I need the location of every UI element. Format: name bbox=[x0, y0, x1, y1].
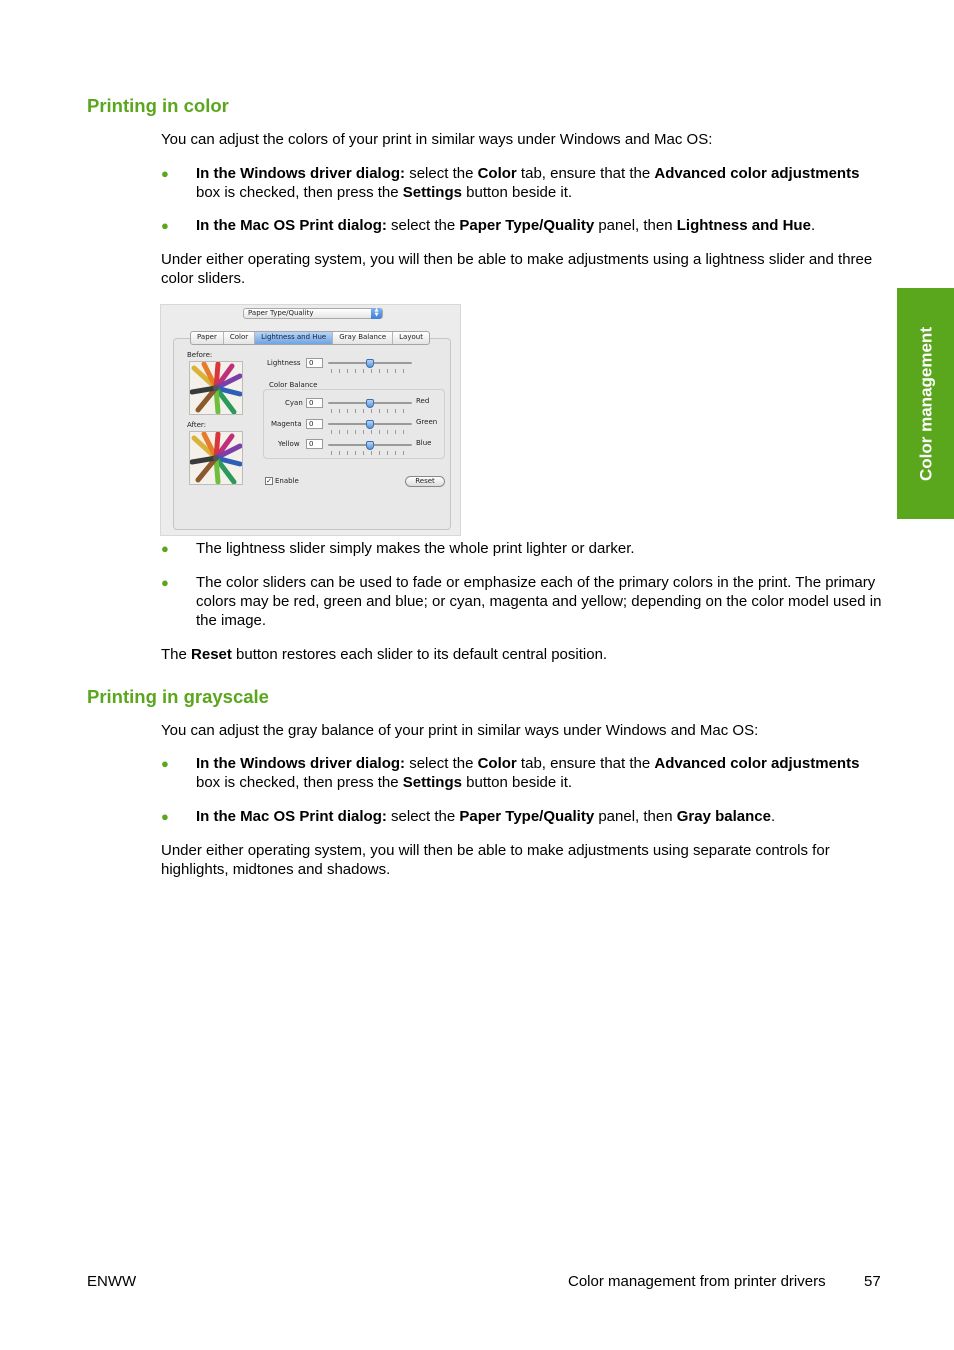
yellow-input[interactable]: 0 bbox=[306, 439, 323, 449]
checkmark-icon: ✓ bbox=[266, 477, 272, 485]
after-label: After: bbox=[187, 421, 207, 429]
before-label: Before: bbox=[187, 351, 213, 359]
magenta-slider-knob[interactable] bbox=[366, 420, 374, 429]
bullet-dot-icon: ● bbox=[161, 809, 169, 824]
after-paragraph-color: Under either operating system, you will then be able to make adjustments using a lightness slider and three color sliders. bbox=[161, 251, 873, 287]
chapter-tab-label: Color management bbox=[916, 326, 935, 481]
green-end-label: Green bbox=[416, 418, 438, 426]
bullet-dot-icon: ● bbox=[161, 541, 169, 556]
yellow-label: Yellow bbox=[278, 440, 300, 448]
cyan-label: Cyan bbox=[285, 399, 303, 407]
intro-paragraph-color: You can adjust the colors of your print in similar ways under Windows and Mac OS: bbox=[161, 131, 713, 148]
tab-gray-balance[interactable]: Gray Balance bbox=[333, 332, 393, 344]
blue-end-label: Blue bbox=[416, 439, 432, 447]
slider-ticks bbox=[331, 451, 411, 455]
lightness-label: Lightness bbox=[267, 359, 301, 367]
enable-label: Enable bbox=[275, 477, 299, 485]
section-heading-grayscale: Printing in grayscale bbox=[87, 686, 269, 707]
lightness-hue-dialog-screenshot bbox=[160, 304, 461, 536]
footer-left: ENWW bbox=[87, 1273, 137, 1290]
panel-select[interactable]: Paper Type/Quality ▲ ▼ bbox=[243, 308, 383, 319]
bullet-dot-icon: ● bbox=[161, 218, 169, 233]
yellow-slider-knob[interactable] bbox=[366, 441, 374, 450]
after-paragraph-grayscale: Under either operating system, you will then be able to make adjustments using separate controls for highlights, midtones and shadows. bbox=[161, 842, 830, 878]
before-preview-image bbox=[189, 361, 243, 415]
bullet-dot-icon: ● bbox=[161, 166, 169, 181]
tab-lightness-and-hue[interactable]: Lightness and Hue bbox=[255, 332, 333, 344]
footer-title: Color management from printer drivers bbox=[568, 1273, 826, 1290]
bullet-dot-icon: ● bbox=[161, 756, 169, 771]
tab-color[interactable]: Color bbox=[224, 332, 255, 344]
lightness-input[interactable]: 0 bbox=[306, 358, 323, 368]
slider-ticks bbox=[331, 369, 411, 373]
dialog-tabs bbox=[190, 331, 430, 345]
stepper-arrows-icon: ▲ ▼ bbox=[371, 308, 382, 319]
cyan-slider-knob[interactable] bbox=[366, 399, 374, 408]
pencils-image-icon bbox=[190, 432, 242, 484]
pencils-image-icon bbox=[190, 362, 242, 414]
lightness-slider-knob[interactable] bbox=[366, 359, 374, 368]
slider-ticks bbox=[331, 430, 411, 434]
tab-layout[interactable]: Layout bbox=[399, 333, 423, 341]
color-balance-label: Color Balance bbox=[269, 381, 318, 389]
section-heading-color: Printing in color bbox=[87, 95, 229, 116]
bullet-dot-icon: ● bbox=[161, 575, 169, 590]
tab-paper[interactable]: Paper bbox=[191, 332, 224, 344]
chapter-side-tab bbox=[897, 288, 954, 519]
magenta-input[interactable]: 0 bbox=[306, 419, 323, 429]
cyan-input[interactable]: 0 bbox=[306, 398, 323, 408]
intro-paragraph-grayscale: You can adjust the gray balance of your print in similar ways under Windows and Mac OS: bbox=[161, 722, 759, 739]
page-number: 57 bbox=[864, 1273, 881, 1290]
after-preview-image bbox=[189, 431, 243, 485]
enable-checkbox[interactable] bbox=[265, 477, 273, 485]
magenta-label: Magenta bbox=[271, 420, 302, 428]
reset-paragraph: The Reset button restores each slider to its default central position. bbox=[161, 646, 608, 663]
red-end-label: Red bbox=[416, 397, 430, 405]
slider-ticks bbox=[331, 409, 411, 413]
reset-button[interactable]: Reset bbox=[405, 476, 445, 487]
